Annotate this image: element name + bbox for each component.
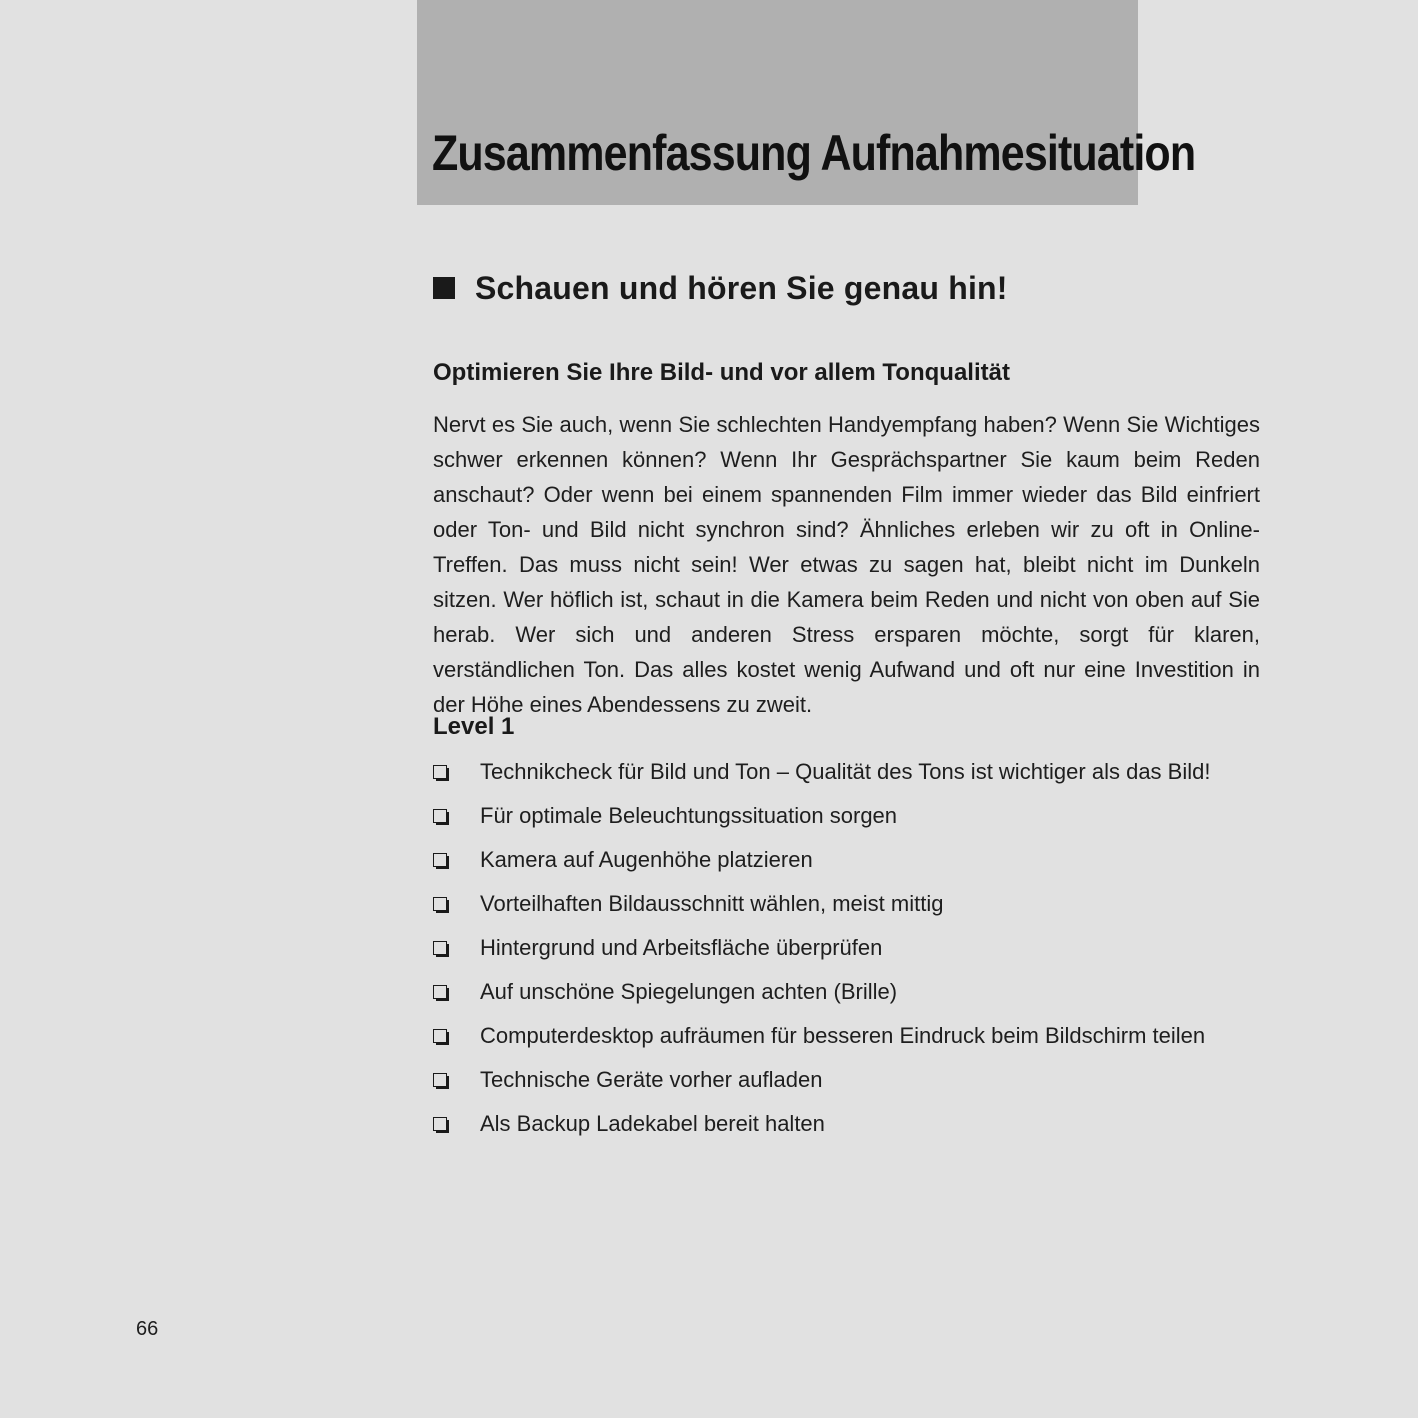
checklist-item xyxy=(433,838,1210,882)
checklist-item xyxy=(433,1102,1210,1146)
checklist xyxy=(433,750,1210,1146)
checkbox-icon xyxy=(433,1073,447,1087)
level-heading: Level 1 xyxy=(433,713,515,740)
checklist-item-label: Computerdesktop aufräumen für besseren Eindruck beim Bildschirm teilen xyxy=(480,1023,1206,1048)
checkbox-icon xyxy=(433,941,447,955)
checklist-item-label: Als Backup Ladekabel bereit halten xyxy=(480,1111,825,1136)
checklist-item-label: Für optimale Beleuchtungssituation sorgen xyxy=(480,803,898,828)
checkbox-icon xyxy=(433,897,447,911)
page-title: Zusammenfassung Aufnahmesituation xyxy=(432,125,1196,181)
checklist-item xyxy=(433,1058,1210,1102)
checkbox-icon xyxy=(433,1029,447,1043)
checklist-item-label: Vorteilhaften Bildausschnitt wählen, meist mittig xyxy=(480,891,944,916)
checkbox-icon xyxy=(433,809,447,823)
subheading: Optimieren Sie Ihre Bild- und vor allem Tonqualität xyxy=(433,359,1010,386)
section-heading xyxy=(433,266,1008,310)
checklist-item-label: Technische Geräte vorher aufladen xyxy=(480,1067,823,1092)
checklist-item xyxy=(433,750,1210,794)
checkbox-icon xyxy=(433,853,447,867)
checklist-item xyxy=(433,1014,1210,1058)
checklist-item-label: Auf unschöne Spiegelungen achten (Brille) xyxy=(480,979,898,1004)
checkbox-icon xyxy=(433,985,447,999)
checklist-item xyxy=(433,926,1210,970)
checkbox-icon xyxy=(433,765,447,779)
checklist-item-label: Kamera auf Augenhöhe platzieren xyxy=(480,847,813,872)
checklist-item xyxy=(433,970,1210,1014)
checklist-item-label: Hintergrund und Arbeitsfläche überprüfen xyxy=(480,935,883,960)
checklist-item xyxy=(433,794,1210,838)
checklist-item-label: Technikcheck für Bild und Ton – Qualität des Tons ist wichtiger als das Bild! xyxy=(480,759,1211,784)
section-heading-text: Schauen und hören Sie genau hin! xyxy=(475,269,1008,306)
checklist-item xyxy=(433,882,1210,926)
page-number: 66 xyxy=(136,1318,159,1340)
body-paragraph: Nervt es Sie auch, wenn Sie schlechten Handyempfang haben? Wenn Sie Wichtiges schwer erkennen können? Wenn Ihr Gesprächspartner Sie kaum beim Reden anschaut? Oder wenn bei einem spannenden Film immer wieder das Bild einfriert oder Ton- und Bild nicht synchron sind? Ähnliches erleben wir zu oft in Online-Treffen. Das muss nicht sein! Wer etwas zu sagen hat, bleibt nicht im Dunkeln sitzen. Wer höflich ist, schaut in die Kamera beim Reden und nicht von oben auf Sie herab. Wer sich und anderen Stress ersparen möchte, sorgt für klaren, verständlichen Ton. Das alles kostet wenig Aufwand und oft nur eine Investition in der Höhe eines Abendessens zu zweit. xyxy=(433,412,1260,717)
checkbox-icon xyxy=(433,1117,447,1131)
square-bullet-icon xyxy=(433,277,455,299)
